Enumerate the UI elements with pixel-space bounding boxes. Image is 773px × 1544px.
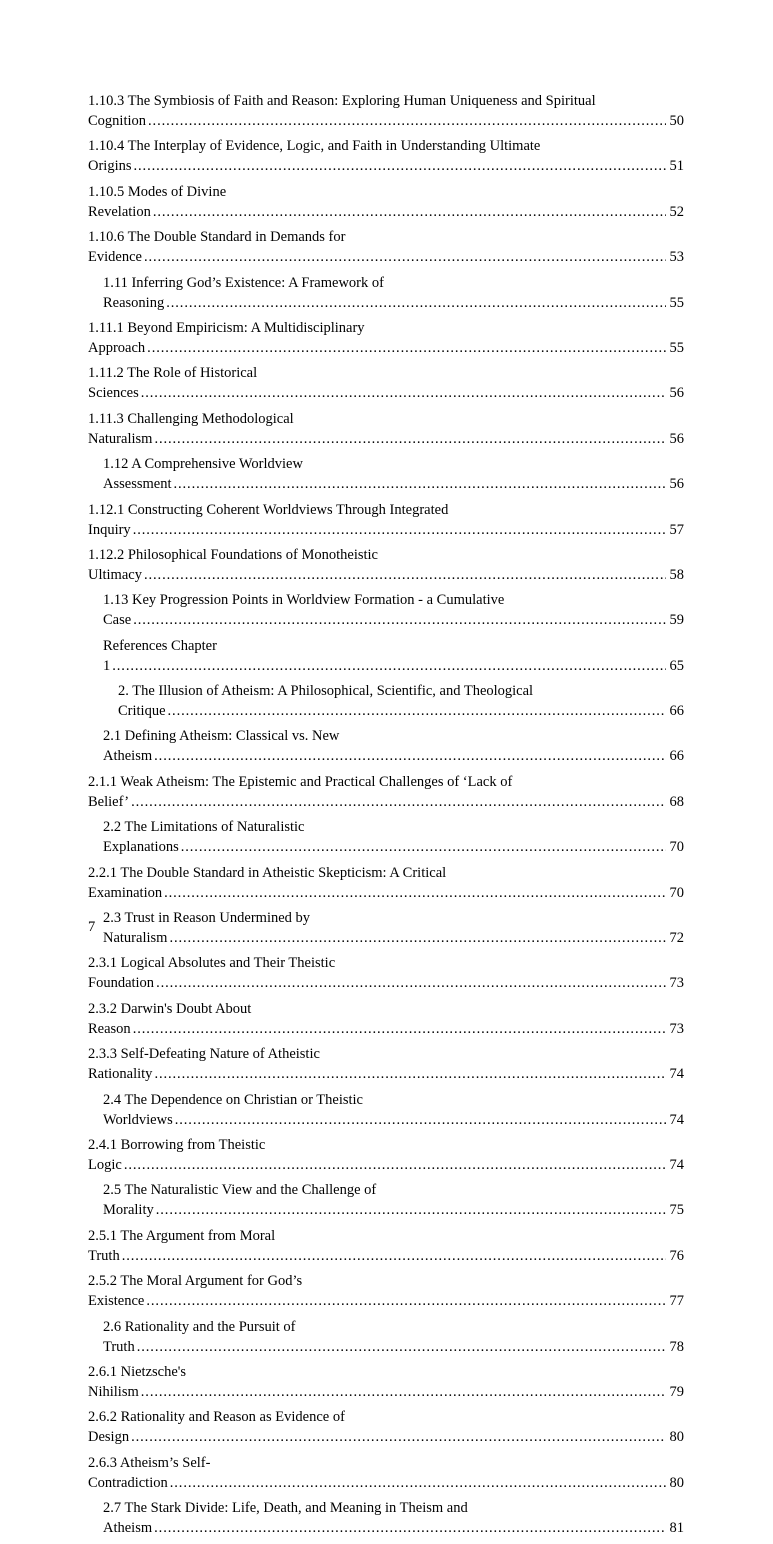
toc-entry-title: 2.6 Rationality and the Pursuit of Truth .....	[103, 1319, 684, 1355]
toc-entry-page: 73	[666, 973, 685, 993]
toc-entry[interactable]	[103, 1180, 684, 1220]
toc-entry-title: 2.5.1 The Argument from Moral Truth .....	[88, 1228, 684, 1264]
toc-entry-title: 2.4 The Dependence on Christian or Theistic Worldviews .....	[103, 1092, 684, 1128]
page-number-footer: 7	[88, 919, 96, 935]
toc-entry-page: 70	[666, 883, 685, 903]
toc-entry-title: 2.1 Defining Atheism: Classical vs. New Atheism .....	[103, 728, 684, 764]
toc-entry[interactable]	[88, 1453, 684, 1493]
toc-entry[interactable]	[103, 1498, 684, 1538]
toc-entry[interactable]	[88, 136, 684, 176]
toc-entry-page: 76	[666, 1246, 685, 1266]
toc-entry-page: 72	[666, 928, 685, 948]
toc-entry[interactable]	[88, 318, 684, 358]
toc-entry-page: 55	[666, 293, 685, 313]
toc-entry[interactable]	[88, 500, 684, 540]
toc-entry-title: 2.3.1 Logical Absolutes and Their Theistic Foundation .....	[88, 955, 684, 991]
toc-entry[interactable]	[103, 817, 684, 857]
toc-entry-page: 68	[666, 792, 685, 812]
toc-entry-page: 57	[666, 520, 685, 540]
toc-entry[interactable]	[88, 1044, 684, 1084]
toc-entry-title: 1.11.1 Beyond Empiricism: A Multidisciplinary Approach .....	[88, 320, 684, 356]
toc-entry-page: 55	[666, 338, 685, 358]
toc-entry-title: 2.7 The Stark Divide: Life, Death, and Meaning in Theism and Atheism .....	[103, 1500, 684, 1536]
toc-entry-page: 53	[666, 247, 685, 267]
toc-entry-page: 66	[666, 701, 685, 721]
toc-entry-page: 66	[666, 746, 685, 766]
toc-entry-page: 74	[666, 1064, 685, 1084]
toc-entry[interactable]	[88, 227, 684, 267]
toc-entry-page: 70	[666, 837, 685, 857]
toc-entry-page: 74	[666, 1110, 685, 1130]
toc-entry[interactable]	[88, 1362, 684, 1402]
toc-entry-page: 56	[666, 383, 685, 403]
toc-entry-title: 2.3.3 Self-Defeating Nature of Atheistic Rationality .....	[88, 1046, 684, 1082]
toc-entry-title: 2.6.3 Atheism’s Self-Contradiction .....	[88, 1455, 684, 1491]
toc-entry-page: 81	[666, 1518, 685, 1538]
toc-entry[interactable]	[88, 545, 684, 585]
toc-entry-page: 78	[666, 1337, 685, 1357]
toc-entry-page: 58	[666, 565, 685, 585]
toc-entry[interactable]	[103, 726, 684, 766]
toc-entry[interactable]	[103, 1317, 684, 1357]
toc-entry-title: 2.2.1 The Double Standard in Atheistic Skepticism: A Critical Examination .....	[88, 865, 684, 901]
toc-entry-title: 2.3 Trust in Reason Undermined by Naturalism .....	[103, 910, 684, 946]
toc-entry-title: 1.12.2 Philosophical Foundations of Monotheistic Ultimacy .....	[88, 547, 684, 583]
toc-entry-title: 1.10.4 The Interplay of Evidence, Logic, and Faith in Understanding Ultimate Origins .....	[88, 138, 684, 174]
toc-entry[interactable]	[88, 863, 684, 903]
toc-entry-page: 52	[666, 202, 685, 222]
toc-entry-title: 1.12.1 Constructing Coherent Worldviews Through Integrated Inquiry .....	[88, 502, 684, 538]
toc-entry[interactable]	[88, 363, 684, 403]
toc-entry[interactable]	[103, 636, 684, 676]
toc-entry-page: 65	[666, 656, 685, 676]
toc-entry[interactable]	[118, 681, 684, 721]
toc-entry-title: References Chapter 1 .....	[103, 638, 684, 674]
toc-entry-page: 79	[666, 1382, 685, 1402]
toc-entry[interactable]	[88, 1271, 684, 1311]
toc-entry-title: 1.11.3 Challenging Methodological Naturalism .....	[88, 411, 684, 447]
toc-entry[interactable]	[103, 273, 684, 313]
table-of-contents	[88, 91, 684, 1544]
toc-entry[interactable]	[88, 999, 684, 1039]
toc-entry[interactable]	[103, 1090, 684, 1130]
toc-entry-page: 56	[666, 474, 685, 494]
toc-entry-title: 1.10.5 Modes of Divine Revelation .....	[88, 184, 684, 220]
toc-entry-title: 1.10.3 The Symbiosis of Faith and Reason: Exploring Human Uniqueness and Spiritual Cognition .....	[88, 93, 684, 129]
toc-entry-page: 80	[666, 1427, 685, 1447]
toc-entry[interactable]	[88, 1407, 684, 1447]
toc-entry[interactable]	[88, 1226, 684, 1266]
toc-entry-title: 1.11 Inferring God’s Existence: A Framework of Reasoning .....	[103, 275, 684, 311]
toc-entry[interactable]	[88, 91, 684, 131]
toc-entry-title: 2.5 The Naturalistic View and the Challenge of Morality .....	[103, 1182, 684, 1218]
toc-entry-title: 2. The Illusion of Atheism: A Philosophical, Scientific, and Theological Critique .....	[118, 683, 684, 719]
toc-entry[interactable]	[88, 772, 684, 812]
toc-entry-title: 2.3.2 Darwin's Doubt About Reason .....	[88, 1001, 684, 1037]
toc-entry[interactable]	[88, 1135, 684, 1175]
toc-entry-title: 1.12 A Comprehensive Worldview Assessment .....	[103, 456, 684, 492]
toc-entry-title: 2.2 The Limitations of Naturalistic Explanations .....	[103, 819, 684, 855]
toc-entry-page: 59	[666, 610, 685, 630]
toc-entry-page: 77	[666, 1291, 685, 1311]
toc-entry-title: 1.10.6 The Double Standard in Demands for Evidence .....	[88, 229, 684, 265]
toc-entry-title: 2.6.1 Nietzsche's Nihilism .....	[88, 1364, 684, 1400]
toc-entry[interactable]	[103, 908, 684, 948]
toc-entry-title: 1.13 Key Progression Points in Worldview Formation - a Cumulative Case .....	[103, 592, 684, 628]
toc-entry[interactable]	[103, 454, 684, 494]
toc-entry-page: 80	[666, 1473, 685, 1493]
toc-entry-page: 73	[666, 1019, 685, 1039]
toc-entry-page: 50	[666, 111, 685, 131]
toc-entry[interactable]	[88, 182, 684, 222]
toc-entry[interactable]	[103, 590, 684, 630]
toc-entry-title: 2.4.1 Borrowing from Theistic Logic .....	[88, 1137, 684, 1173]
toc-entry-page: 56	[666, 429, 685, 449]
toc-entry[interactable]	[88, 953, 684, 993]
toc-entry-title: 1.11.2 The Role of Historical Sciences .....	[88, 365, 684, 401]
toc-entry-page: 74	[666, 1155, 685, 1175]
toc-entry-title: 2.6.2 Rationality and Reason as Evidence of Design .....	[88, 1409, 684, 1445]
toc-entry-page: 75	[666, 1200, 685, 1220]
toc-entry-page: 51	[666, 156, 685, 176]
toc-entry[interactable]	[88, 409, 684, 449]
toc-entry-title: 2.5.2 The Moral Argument for God’s Existence .....	[88, 1273, 684, 1309]
toc-entry-title: 2.1.1 Weak Atheism: The Epistemic and Practical Challenges of ‘Lack of Belief’ .....	[88, 774, 684, 810]
